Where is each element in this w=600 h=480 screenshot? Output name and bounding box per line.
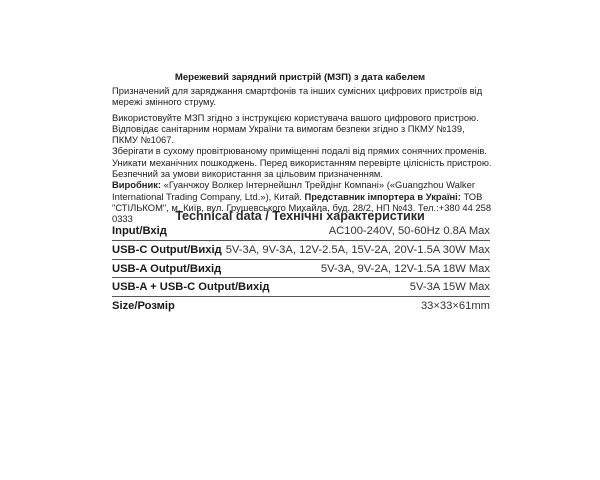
spec-row-size [112, 297, 490, 315]
spec-value: 5V-3A 15W Max [409, 281, 490, 294]
spec-row-usb-a-output [112, 260, 490, 279]
spec-value: 5V-3A, 9V-3A, 12V-2.5A, 15V-2A, 20V-1.5A 30W Max [225, 243, 490, 256]
spec-value: 33×33×61mm [420, 300, 490, 313]
spec-label: USB-A + USB-C Output/Вихід [112, 281, 270, 294]
spec-label: Input/Вхід [112, 225, 167, 237]
paragraph-purpose: Призначений для заряджання смартфонів та інших сумісних цифрових пристроїв від мережі змінного струму. [112, 85, 483, 108]
paragraph-usage: Використовуйте МЗП згідно з інструкцією користувача вашого цифрового пристрою. [112, 111, 479, 123]
manufacturer-label: Виробник: [112, 179, 162, 191]
spec-value: AC100-240V, 50-60Hz 0.8A Max [328, 225, 490, 237]
paragraph-storage: Зберігати в сухому провітрюваному приміщенні подалі від прямих сонячних променів. [112, 145, 487, 157]
spec-label: USB-C Output/Вихід [112, 243, 222, 256]
importer-label: Представник імпортера в Україні: [304, 190, 461, 202]
description-block [112, 85, 492, 225]
spec-table [112, 222, 490, 315]
spec-label: Size/Розмір [112, 300, 175, 313]
spec-value: 5V-3A, 9V-2A, 12V-1.5A 18W Max [320, 262, 490, 275]
paragraph-safety: Безпечний за умови використання за цільовим призначенням. [112, 168, 383, 180]
spec-row-input [112, 222, 490, 241]
spec-label: USB-A Output/Вихід [112, 262, 222, 275]
manufacturer-text: «Гуанчжоу Волкер Інтернейшнл Трейдінг Компані» («Guangzhou Walker International Trading Company, Ltd.»), Китай. [112, 179, 475, 202]
paragraph-compliance: Відповідає санітарним нормам України та вимогам безпеки згідно з ПКМУ №139, ПКМУ №1067. [112, 122, 465, 146]
document-title: Мережевий зарядний пристрій (МЗП) з дата кабелем [174, 72, 426, 83]
tech-data-title: Technical data / Технічні характеристики [175, 209, 425, 223]
spec-row-usb-c-output [112, 241, 490, 260]
importer-text: ТОВ "СТІЛЬКОМ", м. Київ, вул. Грушевського Михайла, буд. 28/2, НП №43. Тел.:+380 44 258 0333 [112, 190, 492, 225]
spec-row-combined-output [112, 278, 490, 297]
paragraph-damage: Уникати механічних пошкоджень. Перед використанням перевірте цілісність пристрою. [112, 156, 492, 168]
